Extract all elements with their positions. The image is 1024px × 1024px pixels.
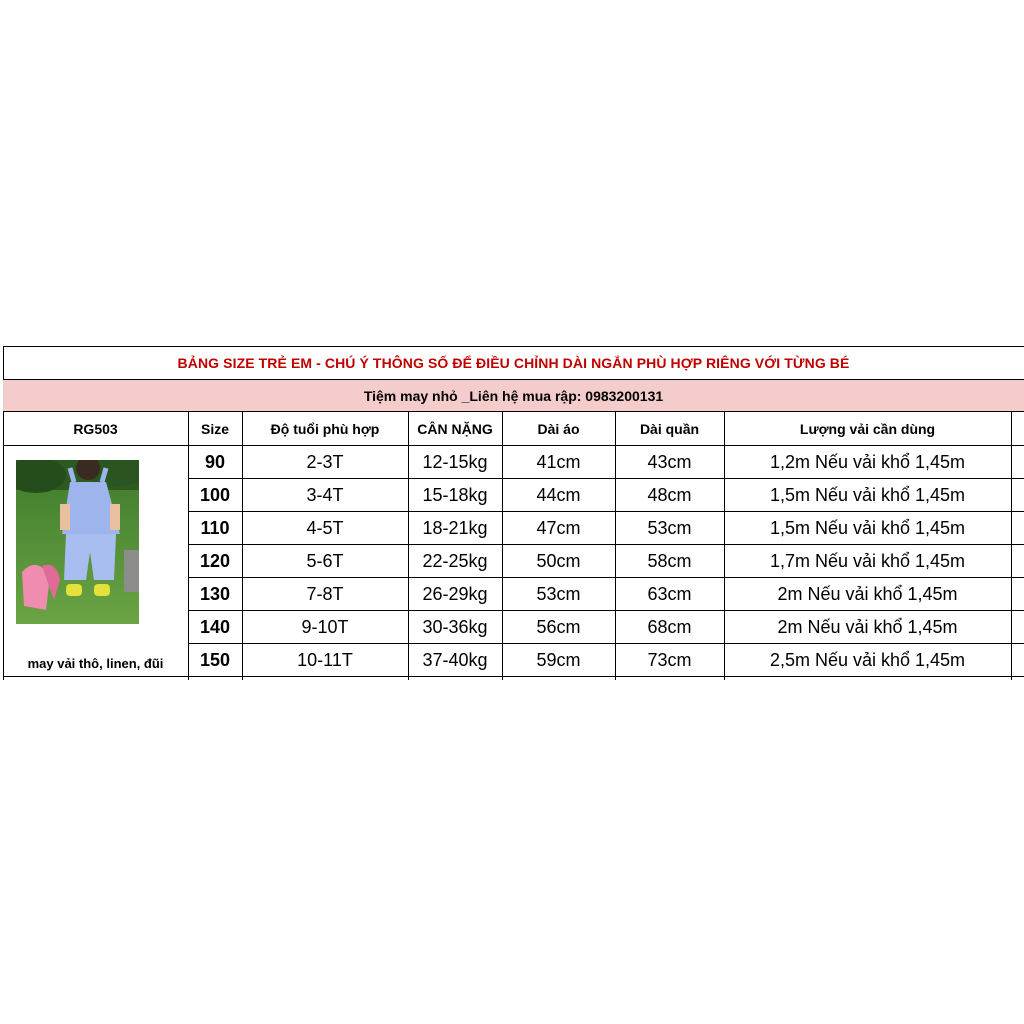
product-photo — [16, 460, 139, 624]
size-value: 100 — [199, 484, 231, 505]
pants-length-value: 63cm — [647, 583, 692, 604]
shirt-length-value: 47cm — [536, 517, 581, 538]
product-caption: may vải thô, linen, đũi — [27, 655, 164, 671]
weight-value: 18-21kg — [422, 517, 488, 538]
pants-length-value: 68cm — [647, 616, 692, 637]
age-value: 9-10T — [301, 616, 349, 637]
shirt-length-value: 56cm — [536, 616, 581, 637]
header-age: Độ tuổi phù hợp — [270, 420, 380, 437]
weight-value: 15-18kg — [422, 484, 488, 505]
pants-length-value: 73cm — [647, 649, 692, 670]
size-value: 110 — [200, 517, 230, 538]
pants-length-value: 58cm — [647, 550, 692, 571]
shop-contact-band: Tiệm may nhỏ _Liên hệ mua rập: 0983200131 — [3, 380, 1024, 411]
age-value: 2-3T — [306, 451, 344, 472]
fabric-value: 2m Nếu vải khổ 1,45m — [777, 583, 958, 604]
grid-line — [3, 676, 1024, 677]
pants-length-value: 53cm — [647, 517, 692, 538]
header-shirt-length: Dài áo — [537, 420, 580, 437]
age-value: 4-5T — [306, 517, 344, 538]
age-value: 7-8T — [306, 583, 344, 604]
fabric-value: 1,7m Nếu vải khổ 1,45m — [769, 550, 966, 571]
header-size: Size — [200, 420, 229, 437]
pants-length-value: 43cm — [647, 451, 692, 472]
size-value: 120 — [199, 550, 231, 571]
size-value: 130 — [199, 583, 231, 604]
grid-line — [1011, 411, 1012, 680]
weight-value: 37-40kg — [422, 649, 488, 670]
weight-value: 26-29kg — [422, 583, 488, 604]
size-chart-table — [0, 346, 1024, 680]
fabric-value: 1,2m Nếu vải khổ 1,45m — [769, 451, 966, 472]
header-fabric: Lượng vải cần dùng — [799, 420, 936, 437]
fabric-value: 2,5m Nếu vải khổ 1,45m — [769, 649, 966, 670]
age-value: 3-4T — [306, 484, 344, 505]
weight-value: 22-25kg — [422, 550, 488, 571]
shirt-length-value: 53cm — [536, 583, 581, 604]
size-value: 140 — [199, 616, 231, 637]
size-value: 90 — [204, 451, 226, 472]
pants-length-value: 48cm — [647, 484, 692, 505]
product-code: RG503 — [73, 420, 118, 437]
fabric-value: 1,5m Nếu vải khổ 1,45m — [769, 517, 966, 538]
age-value: 5-6T — [306, 550, 344, 571]
shirt-length-value: 59cm — [536, 649, 581, 670]
weight-value: 30-36kg — [422, 616, 488, 637]
fabric-value: 2m Nếu vải khổ 1,45m — [777, 616, 958, 637]
shirt-length-value: 44cm — [536, 484, 581, 505]
shirt-length-value: 41cm — [536, 451, 581, 472]
fabric-value: 1,5m Nếu vải khổ 1,45m — [769, 484, 966, 505]
age-value: 10-11T — [297, 649, 353, 670]
chart-title: BẢNG SIZE TRẺ EM - CHÚ Ý THÔNG SỐ ĐỂ ĐIỀU CHỈNH DÀI NGẮN PHÙ HỢP RIÊNG VỚI TỪNG BÉ — [177, 354, 850, 371]
shirt-length-value: 50cm — [536, 550, 581, 571]
weight-value: 12-15kg — [422, 451, 488, 472]
header-pants-length: Dài quần — [639, 420, 700, 437]
header-weight: CÂN NẶNG — [417, 420, 493, 437]
size-value: 150 — [199, 649, 231, 670]
